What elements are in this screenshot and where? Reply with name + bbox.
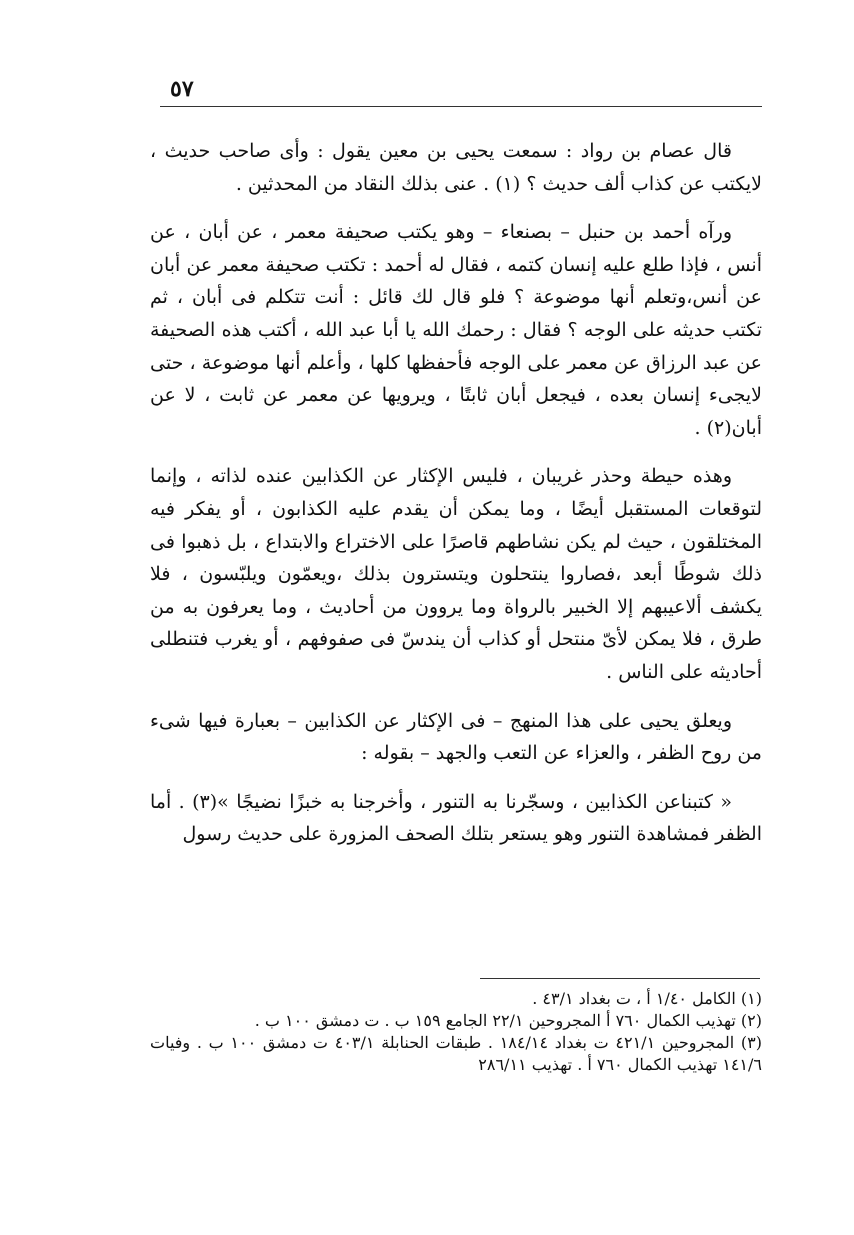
footnote-3: (٣) المجروحين ٤٢١/١ ت بغداد ١٨٤/١٤ . طبقات الحنابلة ٤٠٣/١ ت دمشق ١٠٠ ب . وفيات ١٤١/٦ تهذيب الكمال ٧٦٠ أ . تهذيب ٢٨٦/١١ <box>150 1033 763 1074</box>
footnote-1: (١) الكامل ١/٤٠ أ ، ت بغداد ٤٣/١ . <box>532 989 762 1008</box>
footnote-divider <box>480 978 760 979</box>
paragraph-5: « كتبناعن الكذابين ، وسجّرنا به التنور ، وأخرجنا به خبزًا نضيجًا »(٣) . أما الظفر فمشاهدة التنور وهو يستعر بتلك الصحف المزورة على حديث رسول <box>150 790 762 846</box>
header-divider <box>160 106 762 107</box>
page-number: ٥٧ <box>170 76 194 102</box>
footnotes <box>150 988 762 1076</box>
footnote-2: (٢) تهذيب الكمال ٧٦٠ أ المجروحين ٢٢/١ الجامع ١٥٩ ب . ت دمشق ١٠٠ ب . <box>254 1011 762 1030</box>
paragraph-2: ورآه أحمد بن حنبل – بصنعاء – وهو يكتب صحيفة معمر ، عن أبان ، عن أنس ، فإذا طلع عليه إنسان كتمه ، فقال له أحمد : تكتب صحيفة معمر عن أبان عن أنس،وتعلم أنها موضوعة ؟ فلو قال لك قائل : أنت تتكلم فى أبان ، ثم تكتب حديثه على الوجه ؟ فقال : رحمك الله يا أبا عبد الله ، أكتب هذه الصحيفة عن عبد الرزاق عن معمر على الوجه فأحفظها كلها ، وأعلم أنها موضوعة ، حتى لايجىء إنسان بعده ، فيجعل أبان ثابتًا ، ويرويها عن معمر عن ثابت ، لا عن أبان(٢) . <box>150 221 762 439</box>
paragraph-1: قال عصام بن رواد : سمعت يحيى بن معين يقول : وأى صاحب حديث ، لايكتب عن كذاب ألف حديث ؟ (١) . عنى بذلك النقاد من المحدثين . <box>150 140 762 195</box>
main-text <box>150 135 762 867</box>
paragraph-4: ويعلق يحيى على هذا المنهج – فى الإكثار عن الكذابين – بعبارة فيها شىء من روح الظفر ، والعزاء عن التعب والجهد – بقوله : <box>150 709 762 765</box>
paragraph-3: وهذه حيطة وحذر غريبان ، فليس الإكثار عن الكذابين عنده لذاته ، وإنما لتوقعات المستقبل أيضًا ، وما يمكن أن يقدم عليه الكذابون ، أو يفكر فيه المختلقون ، حيث لم يكن نشاطهم قاصرًا على الاختراع والابتداع ، بل ذهبوا فى ذلك شوطًا أبعد ،فصاروا ينتحلون ويتسترون بذلك ،ويعمّون ويلبّسون ، فلا يكشف ألاعيبهم إلا الخبير بالرواة وما يروون من أحاديث ، وما يعرفون به من طرق ، فلا يمكن لأىّ منتحل أو كذاب أن يندسّ فى صفوفهم ، أو يغرب فتنطلى أحاديثه على الناس . <box>150 465 762 683</box>
